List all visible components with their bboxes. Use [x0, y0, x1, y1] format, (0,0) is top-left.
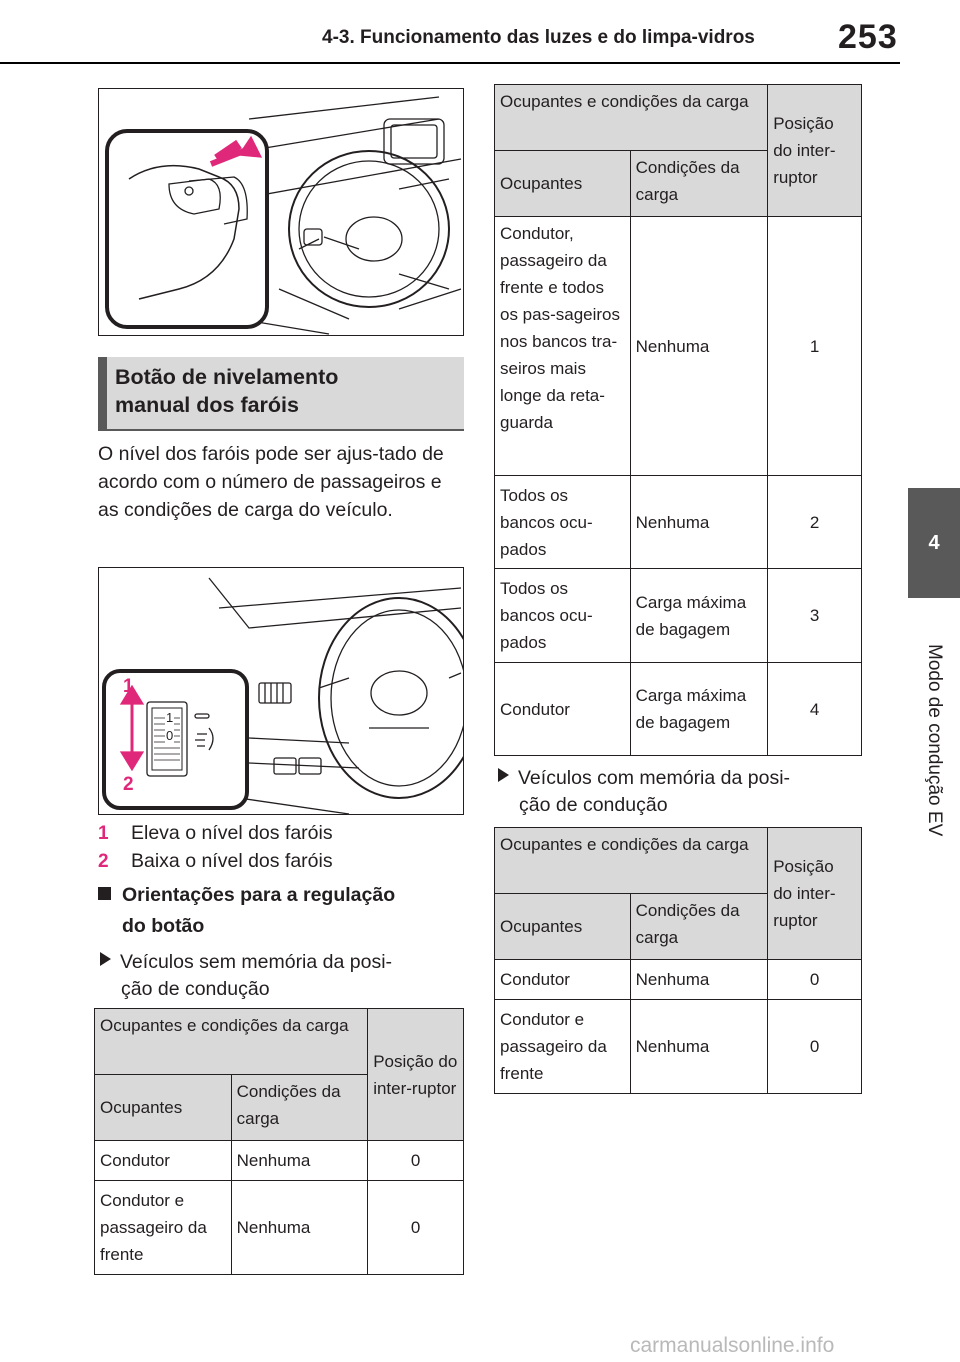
table-cell-occupants: Condutor e passageiro da frente [495, 1000, 631, 1094]
condition-heading-line2: ção de condução [121, 978, 270, 1000]
table-cell-load: Carga máxima de bagagem [630, 663, 768, 756]
table-cell-load: Carga máxima de bagagem [630, 569, 768, 663]
table-row [495, 569, 862, 663]
table-cell-occupants: Condutor [95, 1141, 232, 1181]
table-row [95, 1141, 464, 1181]
table-header-load: Condições da carga [231, 1075, 368, 1141]
chapter-side-label-text: Modo de condução EV [924, 643, 945, 837]
table-cell-position: 1 [768, 217, 862, 476]
table-header-occupants: Ocupantes [495, 894, 631, 960]
condition-heading-line1: Veículos sem memória da posi- [120, 951, 393, 973]
table-cell-load: Nenhuma [630, 476, 768, 569]
section-title-line2: manual dos faróis [115, 393, 299, 417]
table-cell-occupants: Condutor [495, 663, 631, 756]
table-header-load: Condições da carga [630, 151, 768, 217]
dial-mark-0: 0 [166, 728, 174, 743]
table-cell-position: 0 [768, 960, 862, 1000]
table-cell-load: Nenhuma [630, 960, 768, 1000]
subsection-heading [98, 880, 458, 942]
table-header-position: Posição do inter-ruptor [368, 1009, 464, 1141]
table-cell-occupants: Todos os bancos ocu-pados [495, 476, 631, 569]
table-row [495, 1000, 862, 1094]
table-cell-load: Nenhuma [231, 1141, 368, 1181]
table-header-load: Condições da carga [630, 894, 768, 960]
table-cell-position: 0 [368, 1181, 464, 1275]
table-row [95, 1181, 464, 1275]
page-number: 253 [838, 18, 898, 56]
section-title-line1: Botão de nivelamento [115, 365, 339, 389]
figure-leveling-dial-illustration [98, 567, 464, 815]
section-heading-text [115, 363, 455, 419]
table-header-occupants-load: Ocupantes e condições da carga [95, 1009, 368, 1075]
table-row [495, 217, 862, 476]
dial-mark-1: 1 [166, 710, 174, 725]
figure-label-down: 2 [123, 774, 134, 795]
table-cell-load: Nenhuma [630, 1000, 768, 1094]
list-item [98, 847, 333, 876]
chapter-side-label [908, 605, 960, 875]
subsection-heading-line2: do botão [122, 915, 205, 937]
header-rule [0, 62, 900, 64]
condition-heading-line2: ção de condução [519, 794, 668, 816]
chapter-tab: 4 [908, 488, 960, 598]
table-with-memory [494, 827, 862, 1094]
table-without-memory [94, 1008, 464, 1275]
chapter-title: 4-3. Funcionamento das luzes e do limpa-vidros [322, 27, 755, 48]
list-item-number: 1 [98, 823, 109, 844]
table-with-memory-load [494, 84, 862, 756]
table-cell-position: 0 [368, 1141, 464, 1181]
intro-paragraph: O nível dos faróis pode ser ajus-tado de acordo com o número de passageiros e as condições de carga do veículo. [98, 443, 444, 521]
figure-lever-illustration [98, 88, 464, 336]
list-item [98, 819, 333, 848]
triangle-bullet-icon [100, 952, 111, 966]
table-cell-load: Nenhuma [630, 217, 768, 476]
condition-heading-line1: Veículos com memória da posi- [518, 767, 791, 789]
subsection-heading-line1: Orientações para a regulação [122, 884, 396, 906]
triangle-bullet-icon [498, 768, 509, 782]
table-cell-occupants: Condutor [495, 960, 631, 1000]
table-cell-load: Nenhuma [231, 1181, 368, 1275]
table-header-occupants: Ocupantes [495, 151, 631, 217]
table-cell-position: 3 [768, 569, 862, 663]
condition-heading-without-memory [100, 949, 460, 1003]
section-heading [98, 357, 464, 431]
table-row [495, 960, 862, 1000]
square-bullet-icon [98, 887, 111, 900]
table-header-position: Posição do inter-ruptor [768, 85, 862, 217]
table-cell-occupants: Condutor, passageiro da frente e todos os pas-sageiros nos bancos tra-seiros mais longe da reta-guarda [495, 217, 631, 476]
list-item-text: Eleva o nível dos faróis [131, 822, 333, 844]
table-header-occupants-load: Ocupantes e condições da carga [495, 85, 768, 151]
list-item-text: Baixa o nível dos faróis [131, 850, 333, 872]
watermark: carmanualsonline.info [630, 1334, 835, 1357]
table-header-occupants: Ocupantes [95, 1075, 232, 1141]
table-row [495, 476, 862, 569]
table-cell-position: 0 [768, 1000, 862, 1094]
table-header-position: Posição do inter-ruptor [768, 828, 862, 960]
table-cell-position: 4 [768, 663, 862, 756]
table-cell-occupants: Condutor e passageiro da frente [95, 1181, 232, 1275]
condition-heading-with-memory [498, 765, 858, 819]
figure-label-up: 1 [123, 676, 134, 697]
table-cell-position: 2 [768, 476, 862, 569]
table-cell-occupants: Todos os bancos ocu-pados [495, 569, 631, 663]
table-row [495, 663, 862, 756]
section-heading-bar [98, 357, 107, 429]
table-header-occupants-load: Ocupantes e condições da carga [495, 828, 768, 894]
list-item-number: 2 [98, 851, 109, 872]
